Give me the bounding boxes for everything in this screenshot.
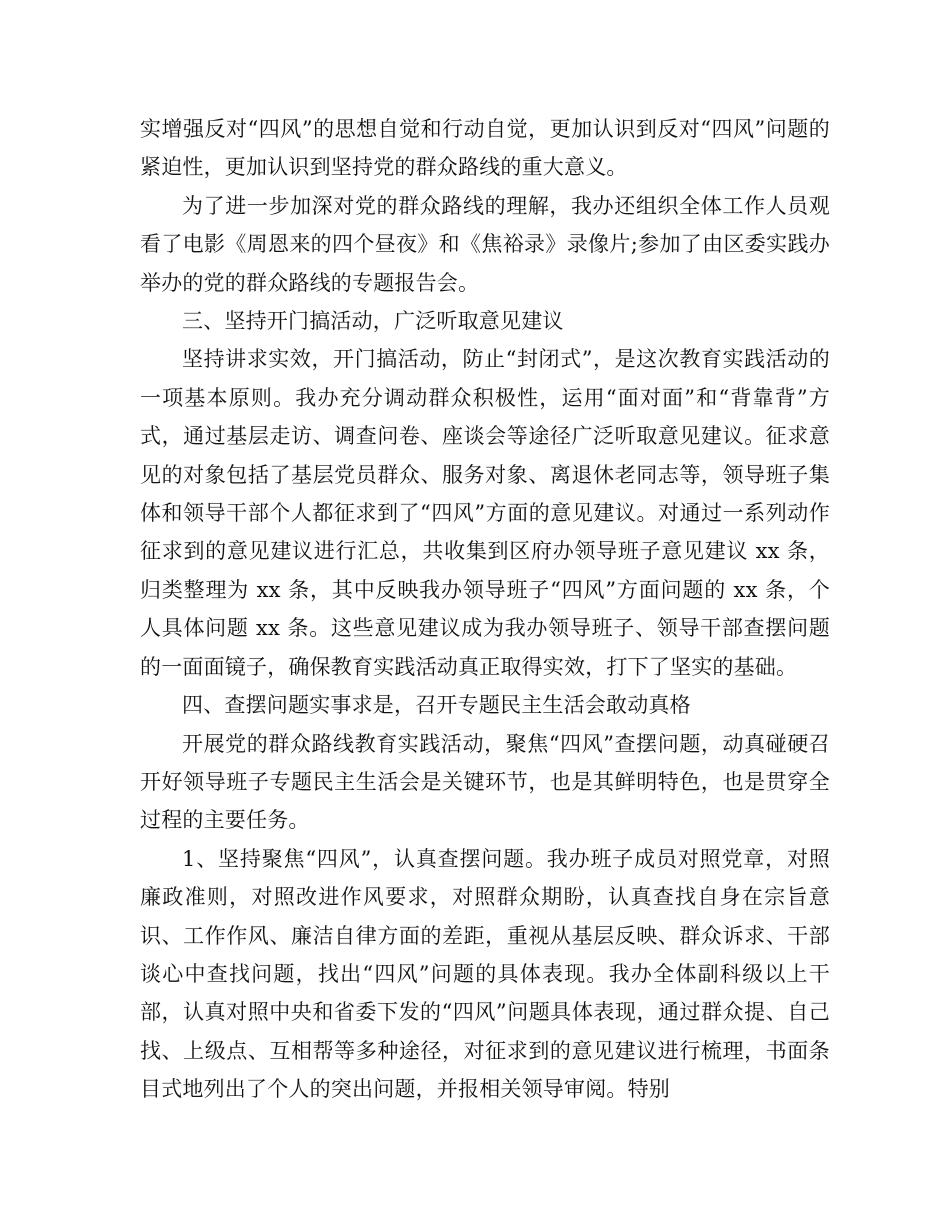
document-body xyxy=(140,110,830,1109)
section-heading-4: 四、查摆问题实事求是，召开专题民主生活会敢动真格 xyxy=(182,693,691,718)
section-heading-3: 三、坚持开门搞活动，广泛听取意见建议 xyxy=(182,309,564,334)
paragraph-4: 坚持讲求实效，开门搞活动，防止“封闭式”，是这次教育实践活动的一项基本原则。我办充分调动群众积极性，运用“面对面”和“背靠背”方式，通过基层走访、调查问卷、座谈会等途径广泛听取意见建议。征求意见的对象包括了基层党员群众、服务对象、离退休老同志等，领导班子集体和领导干部个人都征求到了“四风”方面的意见建议。对通过一系列动作征求到的意见建议进行汇总，共收集到区府办领导班子意见建议 xx 条，归类整理为 xx 条，其中反映我办领导班子“四风”方面问题的 xx 条，个人具体问题 xx 条。这些意见建议成为我办领导班子、领导干部查摆问题的一面面镜子，确保教育实践活动真正取得实效，打下了坚实的基础。 xyxy=(140,347,830,679)
paragraph-7: 1、坚持聚焦“四风”，认真查摆问题。我办班子成员对照党章，对照廉政准则，对照改进作风要求，对照群众期盼，认真查找自身在宗旨意识、工作作风、廉洁自律方面的差距，重视从基层反映、群众诉求、干部谈心中查找问题，找出“四风”问题的具体表现。我办全体副科级以上干部，认真对照中央和省委下发的“四风”问题具体表现，通过群众提、自己找、上级点、互相帮等多种途径，对征求到的意见建议进行梳理，书面条目式地列出了个人的突出问题，并报相关领导审阅。特别 xyxy=(140,846,830,1102)
paragraph-2: 为了进一步加深对党的群众路线的理解，我办还组织全体工作人员观看了电影《周恩来的四个昼夜》和《焦裕录》录像片;参加了由区委实践办举办的党的群众路线的专题报告会。 xyxy=(140,193,830,295)
paragraph-6: 开展党的群众路线教育实践活动，聚焦“四风”查摆问题，动真碰硬召开好领导班子专题民主生活会是关键环节，也是其鲜明特色，也是贯穿全过程的主要任务。 xyxy=(140,731,830,833)
paragraph-1: 实增强反对“四风”的思想自觉和行动自觉，更加认识到反对“四风”问题的紧迫性，更加认识到坚持党的群众路线的重大意义。 xyxy=(140,117,830,180)
